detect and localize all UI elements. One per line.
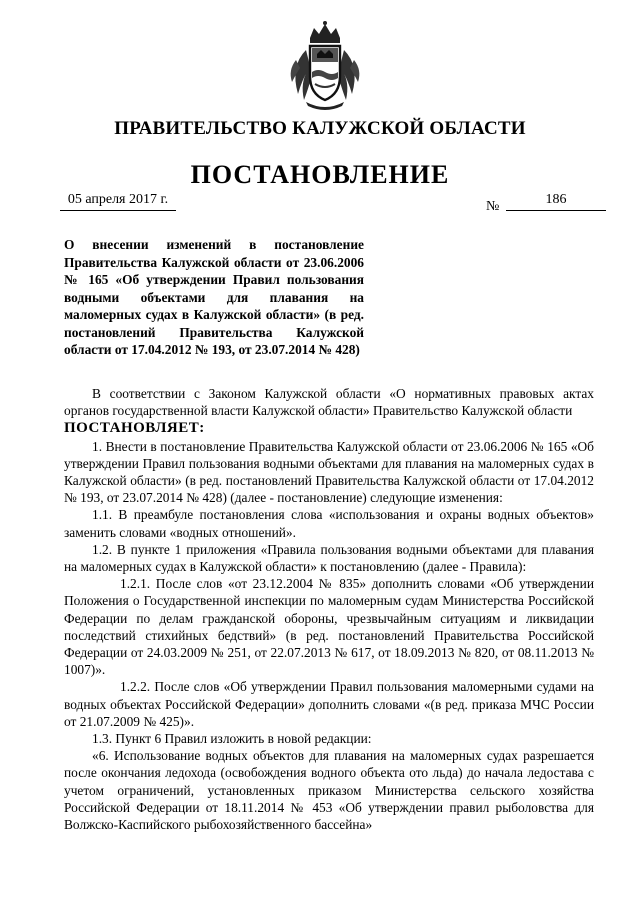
clause-1-3-text: «6. Использование водных объектов для плавания на маломерных судах разрешается после окончания ледохода (освобождения водного объекта ото льда) до начала ледостава с учетом ограничений, установленных приказом Министерства сельского хозяйства Российской Федерации от 18.11.2014 № 453 «Об утверждении правил рыболовства для Волжско-Каспийского рыбохозяйственного бассейна»	[64, 748, 594, 833]
kaluga-coat-of-arms-icon	[282, 20, 368, 112]
organization-name: ПРАВИТЕЛЬСТВО КАЛУЖСКОЙ ОБЛАСТИ	[114, 118, 526, 139]
document-subject: О внесении изменений в постановление Правительства Калужской области от 23.06.2006 № 165 «Об утверждении Правил пользования водными объектами для плавания на маломерных судах в Калужской области» (в ред. постановлений Правительства Калужской области от 17.04.2012 № 193, от 23.07.2014 № 428)	[64, 237, 364, 357]
clause-1-1: 1.1. В преамбуле постановления слова «использования и охраны водных объектов» заменить словами «водных отношений».	[64, 507, 594, 540]
clause-1-2-2: 1.2.2. После слов «Об утверждении Правил пользования маломерными судами на водных объектах Российской Федерации» дополнить словами «(в ред. приказа МЧС России от 21.07.2009 № 425)».	[64, 679, 594, 729]
clause-1-3: 1.3. Пункт 6 Правил изложить в новой редакции:	[92, 731, 372, 747]
document-body	[64, 385, 594, 833]
clause-1: 1. Внести в постановление Правительства Калужской области от 23.06.2006 № 165 «Об утверждении Правил пользования водными объектами для плавания на маломерных судах в Калужской области» (в ред. постановлений Правительства Калужской области от 17.04.2012 № 193, от 23.07.2014 № 428) (далее - постановление) следующие изменения:	[64, 438, 594, 506]
document-type-title: ПОСТАНОВЛЕНИЕ	[190, 160, 450, 189]
preamble-paragraph: В соответствии с Законом Калужской области «О нормативных правовых актах органов государственной власти Калужской области» Правительство Калужской области	[64, 386, 594, 419]
document-number: 186	[506, 192, 606, 211]
decree-word: ПОСТАНОВЛЯЕТ:	[64, 420, 205, 437]
clause-1-2-1: 1.2.1. После слов «от 23.12.2004 № 835» дополнить словами «Об утверждении Положения о Государственной инспекции по маломерным судам Министерства Российской Федерации по делам гражданской обороны, чрезвычайным ситуациям и ликвидации последствий стихийных бедствий» (в ред. постановлений Правительства Российской Федерации от 24.03.2009 № 251, от 22.07.2013 № 617, от 18.09.2013 № 820, от 08.11.2013 № 1007)».	[64, 576, 594, 678]
clause-1-2: 1.2. В пункте 1 приложения «Правила пользования водными объектами для плавания на маломерных судах в Калужской области» к постановлению (далее - Правила):	[64, 541, 594, 575]
number-sign: №	[486, 199, 500, 214]
decree-line	[64, 419, 594, 437]
document-date: 05 апреля 2017 г.	[60, 192, 176, 211]
